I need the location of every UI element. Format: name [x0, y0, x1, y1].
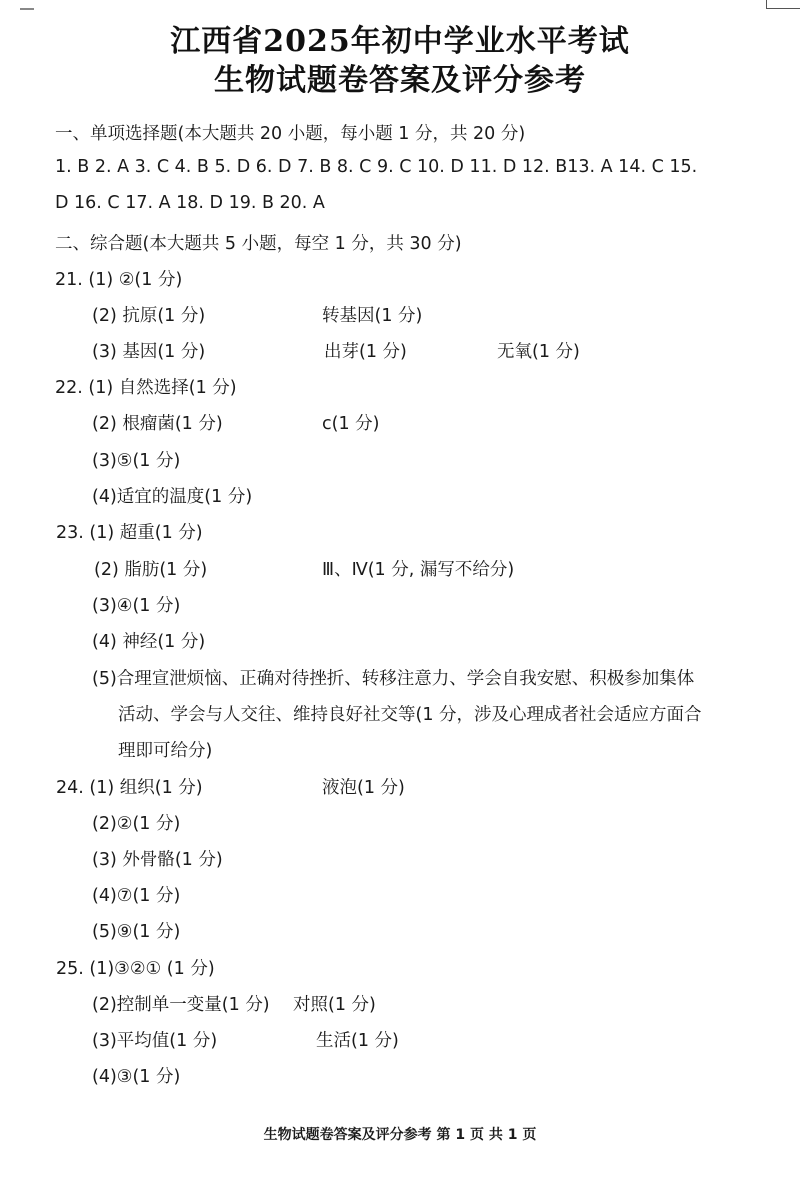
q23-part2a: (2) 脂肪(1 分) [94, 560, 208, 580]
q21-part2b: 转基因(1 分) [322, 306, 423, 326]
answers-line-2: D 16. C 17. A 18. D 19. B 20. A [55, 193, 325, 213]
corner-mark-right [766, 0, 800, 9]
q24-part1b: 液泡(1 分) [322, 778, 405, 798]
page-title: 江西省2025年初中学业水平考试 [170, 24, 630, 59]
section-1-heading: 一、单项选择题(本大题共 20 小题，每小题 1 分，共 20 分) [55, 124, 526, 144]
q21-part3c: 无氧(1 分) [497, 342, 580, 362]
q25-part1: 25. (1)③②① (1 分) [56, 959, 215, 979]
q23-part5-line2: 活动、学会与人交往、维持良好社交等(1 分，涉及心理成者社会适应方面合 [118, 705, 702, 725]
q21-part3b: 出芽(1 分) [324, 342, 407, 362]
q24-part3: (3) 外骨骼(1 分) [92, 850, 223, 870]
section-2-heading: 二、综合题(本大题共 5 小题，每空 1 分，共 30 分) [55, 234, 462, 254]
page-footer: 生物试题卷答案及评分参考 第 1 页 共 1 页 [263, 1127, 537, 1143]
q25-part4: (4)③(1 分) [92, 1067, 181, 1087]
q24-part1a: 24. (1) 组织(1 分) [56, 778, 203, 798]
q24-part5: (5)⑨(1 分) [92, 922, 181, 942]
q22-part3: (3)⑤(1 分) [92, 451, 181, 471]
q24-part4: (4)⑦(1 分) [92, 886, 181, 906]
q23-part2b: Ⅲ、Ⅳ(1 分, 漏写不给分) [322, 560, 515, 580]
q23-part5-line1: (5)合理宣泄烦恼、正确对待挫折、转移注意力、学会自我安慰、积极参加集体 [92, 669, 695, 689]
q21-part3a: (3) 基因(1 分) [92, 342, 206, 362]
answers-line-1: 1. B 2. A 3. C 4. B 5. D 6. D 7. B 8. C 9. C 10. D 11. D 12. B13. A 14. C 15. [55, 157, 698, 177]
q24-part2: (2)②(1 分) [92, 814, 181, 834]
q23-part3: (3)④(1 分) [92, 596, 181, 616]
corner-mark-left [20, 8, 34, 10]
q23-part5-line3: 理即可给分) [118, 741, 213, 761]
q25-part3b: 生活(1 分) [316, 1031, 399, 1051]
q23-part4: (4) 神经(1 分) [92, 632, 206, 652]
q22-part1: 22. (1) 自然选择(1 分) [55, 378, 237, 398]
q25-part3a: (3)平均值(1 分) [92, 1031, 218, 1051]
q25-part2a: (2)控制单一变量(1 分) [92, 995, 270, 1015]
q21-part1: 21. (1) ②(1 分) [55, 270, 183, 290]
q21-part2a: (2) 抗原(1 分) [92, 306, 206, 326]
q22-part2a: (2) 根瘤菌(1 分) [92, 414, 223, 434]
q22-part4: (4)适宜的温度(1 分) [92, 487, 253, 507]
q22-part2b: c(1 分) [322, 414, 380, 434]
q23-part1: 23. (1) 超重(1 分) [56, 523, 203, 543]
page-subtitle: 生物试题卷答案及评分参考 [214, 63, 586, 98]
q25-part2b: 对照(1 分) [293, 995, 376, 1015]
